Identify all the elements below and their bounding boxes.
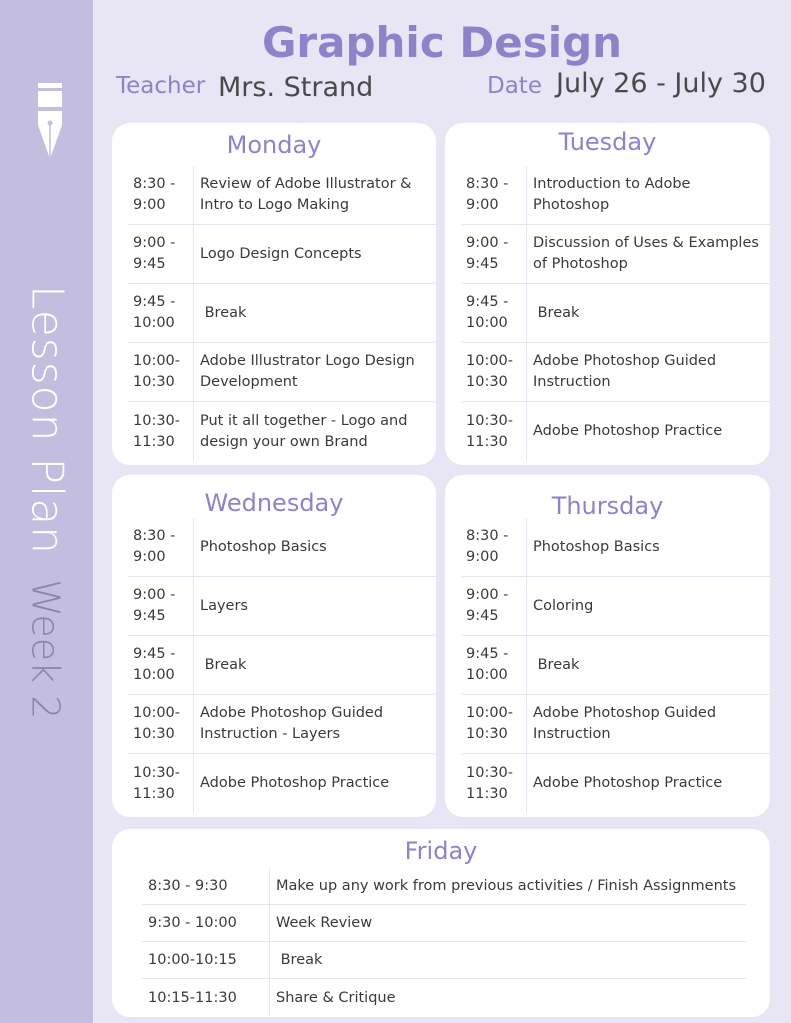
fountain-pen-icon bbox=[34, 83, 66, 159]
schedule-row bbox=[142, 942, 746, 979]
activity-cell: Photoshop Basics bbox=[533, 538, 660, 555]
time-cell: 10:30- 11:30 bbox=[461, 754, 527, 813]
schedule-row bbox=[461, 518, 770, 577]
activity-cell: Logo Design Concepts bbox=[200, 245, 362, 262]
activity-cell: Photoshop Basics bbox=[200, 538, 327, 555]
schedule-row bbox=[128, 636, 436, 695]
schedule-row bbox=[128, 402, 436, 461]
activity-cell: Review of Adobe Illustrator & Intro to Logo Making bbox=[200, 176, 412, 213]
schedule-row bbox=[461, 695, 770, 754]
time-cell: 9:45 - 10:00 bbox=[128, 636, 194, 694]
day-title: Tuesday bbox=[558, 128, 657, 156]
time-cell: 10:00- 10:30 bbox=[461, 343, 527, 401]
activity-cell: Adobe Photoshop Guided Instruction bbox=[533, 353, 717, 390]
date-value: July 26 - July 30 bbox=[556, 68, 766, 99]
schedule-row bbox=[128, 695, 436, 754]
time-cell: 8:30 - 9:00 bbox=[128, 166, 194, 224]
time-cell: 9:00 - 9:45 bbox=[461, 577, 527, 635]
schedule-row bbox=[128, 225, 436, 284]
date-label: Date bbox=[487, 73, 542, 99]
activity-cell: Make up any work from previous activities / Finish Assignments bbox=[276, 878, 737, 894]
schedule-row bbox=[128, 166, 436, 225]
activity-cell: Adobe Photoshop Guided Instruction bbox=[533, 705, 717, 742]
schedule-row bbox=[461, 225, 770, 284]
schedule-row bbox=[128, 577, 436, 636]
day-title: Thursday bbox=[551, 492, 664, 520]
activity-cell: Layers bbox=[200, 597, 248, 614]
activity-cell: Adobe Photoshop Guided Instruction - Layers bbox=[200, 705, 384, 742]
schedule-row bbox=[128, 754, 436, 813]
time-cell: 9:00 - 9:45 bbox=[128, 225, 194, 283]
time-cell: 9:45 - 10:00 bbox=[128, 284, 194, 342]
sidebar bbox=[0, 0, 93, 1023]
activity-cell: Break bbox=[200, 656, 247, 673]
schedule-row bbox=[128, 284, 436, 343]
activity-cell: Share & Critique bbox=[276, 989, 396, 1006]
schedule-row bbox=[461, 166, 770, 225]
day-card-wednesday bbox=[112, 475, 436, 817]
schedule-row bbox=[461, 577, 770, 636]
page-title: Graphic Design bbox=[261, 18, 623, 67]
day-card-tuesday bbox=[445, 123, 770, 465]
time-cell: 9:00 - 9:45 bbox=[461, 225, 527, 283]
day-card-monday bbox=[112, 123, 436, 465]
schedule-row bbox=[142, 868, 746, 905]
time-cell: 8:30 - 9:00 bbox=[461, 518, 527, 576]
schedule-row bbox=[142, 905, 746, 942]
activity-cell: Adobe Photoshop Practice bbox=[200, 775, 390, 791]
time-cell: 9:30 - 10:00 bbox=[142, 905, 270, 941]
activity-cell: Break bbox=[533, 656, 580, 673]
schedule-row bbox=[461, 754, 770, 813]
time-cell: 9:45 - 10:00 bbox=[461, 284, 527, 342]
activity-cell: Adobe Photoshop Practice bbox=[533, 775, 723, 791]
activity-cell: Coloring bbox=[533, 597, 594, 614]
activity-cell: Introduction to Adobe Photoshop bbox=[533, 176, 691, 213]
time-cell: 10:00- 10:30 bbox=[128, 343, 194, 401]
time-cell: 9:45 - 10:00 bbox=[461, 636, 527, 694]
schedule-row bbox=[461, 636, 770, 695]
time-cell: 10:30- 11:30 bbox=[128, 402, 194, 461]
time-cell: 10:00- 10:30 bbox=[461, 695, 527, 753]
schedule-row bbox=[142, 979, 746, 1016]
schedule-row bbox=[461, 284, 770, 343]
day-card-thursday bbox=[445, 475, 770, 817]
teacher-name: Mrs. Strand bbox=[218, 72, 374, 103]
week-label: Week 2 bbox=[23, 579, 68, 720]
activity-cell: Week Review bbox=[276, 915, 373, 931]
activity-cell: Break bbox=[533, 304, 580, 321]
schedule-row bbox=[128, 343, 436, 402]
time-cell: 8:30 - 9:00 bbox=[461, 166, 527, 224]
day-title: Friday bbox=[404, 837, 478, 865]
activity-cell: Discussion of Uses & Examples of Photoshop bbox=[533, 235, 759, 272]
time-cell: 10:30- 11:30 bbox=[461, 402, 527, 461]
activity-cell: Break bbox=[200, 304, 247, 321]
time-cell: 10:30- 11:30 bbox=[128, 754, 194, 813]
time-cell: 10:15-11:30 bbox=[142, 979, 270, 1016]
activity-cell: Adobe Photoshop Practice bbox=[533, 423, 723, 439]
schedule-row bbox=[128, 518, 436, 577]
time-cell: 9:00 - 9:45 bbox=[128, 577, 194, 635]
schedule-row bbox=[461, 343, 770, 402]
schedule-row bbox=[461, 402, 770, 461]
time-cell: 8:30 - 9:00 bbox=[128, 518, 194, 576]
day-title: Wednesday bbox=[204, 489, 344, 517]
lesson-plan-label: Lesson Plan bbox=[21, 285, 73, 556]
activity-cell: Put it all together - Logo and design your own Brand bbox=[200, 412, 408, 450]
activity-cell: Adobe Illustrator Logo Design Development bbox=[200, 353, 415, 390]
activity-cell: Break bbox=[276, 952, 323, 968]
time-cell: 10:00- 10:30 bbox=[128, 695, 194, 753]
time-cell: 10:00-10:15 bbox=[142, 942, 270, 978]
teacher-label: Teacher bbox=[116, 73, 206, 99]
day-card-friday bbox=[112, 829, 770, 1017]
sidebar-vertical-text bbox=[22, 285, 73, 719]
day-title: Monday bbox=[226, 131, 322, 159]
time-cell: 8:30 - 9:30 bbox=[142, 868, 270, 904]
